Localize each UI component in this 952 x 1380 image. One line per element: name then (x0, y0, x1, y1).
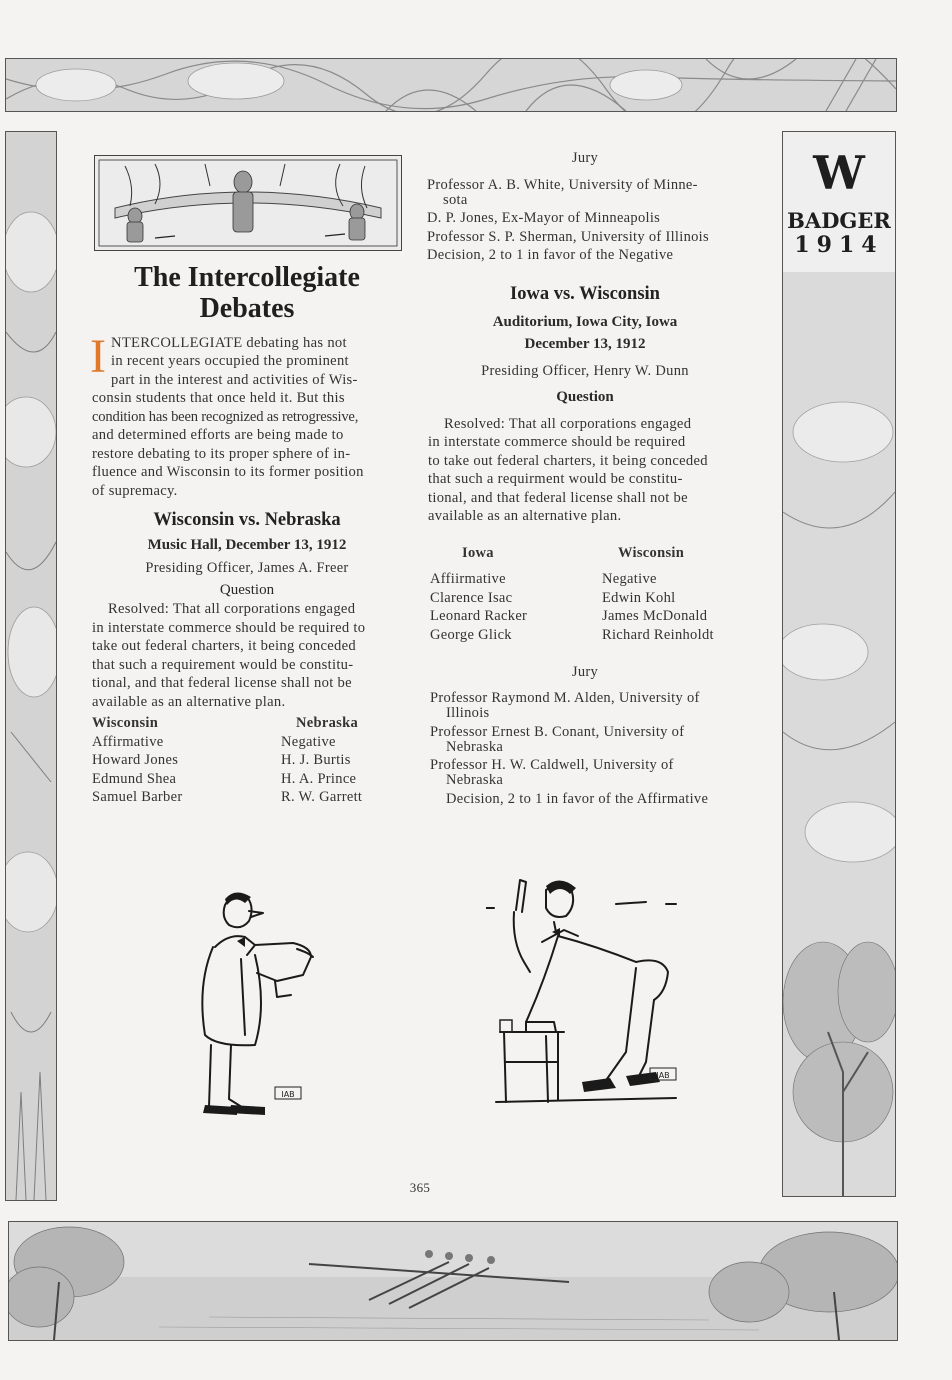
debate2-team-right-member: Richard Reinholdt (602, 627, 714, 643)
debate2-question-line: Resolved: That all corporations engaged (444, 416, 692, 432)
bottom-rowing-illustration (8, 1221, 898, 1341)
debate1-question-line: tional, and that federal license shall not be (92, 675, 352, 691)
debate1-question-line: available as an alternative plan. (92, 694, 286, 710)
debate2-question-line: in interstate commerce should be required (428, 434, 686, 450)
debate1-venue: Music Hall, December 13, 1912 (147, 537, 347, 553)
jury2-entry-cont: Nebraska (446, 739, 504, 755)
cartoon-signature-right: IAB (656, 1071, 670, 1080)
intro-line: part in the interest and activities of Wis- (111, 372, 358, 388)
intro-line: restore debating to its proper sphere of in- (92, 446, 351, 462)
debate1-team-right-name: Nebraska (296, 715, 359, 731)
debate2-team-left-side: Affiirmative (430, 571, 506, 587)
debate1-question-label: Question (219, 582, 275, 598)
debate1-team-left-member: Howard Jones (92, 752, 179, 768)
debate1-heading: Wisconsin vs. Nebraska (153, 510, 341, 530)
left-decorative-band (5, 131, 57, 1201)
debate1-team-right-member: H. A. Prince (281, 771, 357, 787)
debate1-question-line: in interstate commerce should be required to (92, 620, 366, 636)
jury2-label: Jury (571, 664, 599, 680)
jury2-entry: Professor H. W. Caldwell, University of (430, 757, 674, 773)
header-illustration (94, 155, 402, 251)
right-decorative-band (782, 131, 896, 1197)
jury1-entry: D. P. Jones, Ex-Mayor of Minneapolis (427, 210, 661, 226)
debate2-team-left-member: Leonard Racker (430, 608, 528, 624)
debate2-question-line: available as an alternative plan. (428, 508, 622, 524)
debate1-team-right-member: H. J. Burtis (281, 752, 351, 768)
jury2-entry-cont: Illinois (446, 705, 490, 721)
jury1-entry: Professor S. P. Sherman, University of Illinois (427, 229, 709, 245)
drop-cap: I (90, 330, 106, 383)
debate1-question-line: Resolved: That all corporations engaged (108, 601, 356, 617)
intro-line: and determined efforts are being made to (92, 427, 344, 443)
jury2-entry: Professor Ernest B. Conant, University of (430, 724, 685, 740)
jury1-entry-cont: sota (443, 192, 468, 208)
intro-line: NTERCOLLEGIATE debating has not (111, 335, 347, 351)
debate2-venue: Auditorium, Iowa City, Iowa (492, 314, 678, 330)
debate2-team-right-side: Negative (602, 571, 657, 587)
debate2-question-line: to take out federal charters, it being conceded (428, 453, 708, 469)
debate2-team-left-member: Clarence Isac (430, 590, 513, 606)
debate2-date: December 13, 1912 (524, 336, 646, 352)
intro-line: of supremacy. (92, 483, 178, 499)
debate1-team-left-member: Samuel Barber (92, 789, 183, 805)
intro-line: in recent years occupied the prominent (111, 353, 349, 369)
debate2-team-right-member: James McDonald (602, 608, 708, 624)
top-decorative-band (5, 58, 897, 112)
debate1-question-line: take out federal charters, it being conceded (92, 638, 357, 654)
cartoon-lecturer (486, 872, 686, 1122)
debate2-team-left-member: George Glick (430, 627, 512, 643)
debate2-question-label: Question (556, 389, 614, 405)
jury1-decision: Decision, 2 to 1 in favor of the Negative (427, 247, 674, 263)
badge-letter: W (813, 146, 865, 200)
badge-year: 1914 (794, 232, 884, 258)
badge-name: BADGER (787, 208, 891, 233)
intro-line: fluence and Wisconsin to its former position (92, 464, 364, 480)
debate2-presiding: Presiding Officer, Henry W. Dunn (481, 363, 689, 379)
debate2-team-right-member: Edwin Kohl (602, 590, 676, 606)
page-number: 365 (409, 1180, 431, 1195)
debate2-heading: Iowa vs. Wisconsin (510, 284, 660, 304)
debate1-team-right-side: Negative (281, 734, 336, 750)
debate1-team-right-member: R. W. Garrett (281, 789, 363, 805)
article-title-line1: The Intercollegiate (134, 262, 360, 293)
article-title-line2: Debates (199, 293, 295, 324)
debate2-question-line: tional, and that federal license shall not be (428, 490, 688, 506)
intro-line: consin students that once held it. But this (92, 390, 345, 406)
debate2-team-left-name: Iowa (462, 545, 494, 561)
intro-line: condition has been recognized as retrogressive, (92, 409, 359, 425)
debate2-question-line: that such a requirment would be constitu- (428, 471, 683, 487)
jury1-entry: Professor A. B. White, University of Minne- (427, 177, 698, 193)
debate1-team-left-member: Edmund Shea (92, 771, 177, 787)
debate1-team-left-side: Affirmative (92, 734, 164, 750)
debate1-presiding: Presiding Officer, James A. Freer (145, 560, 349, 576)
debate1-question-line: that such a requirement would be constitu- (92, 657, 354, 673)
jury2-entry: Professor Raymond M. Alden, University of (430, 690, 700, 706)
jury2-decision: Decision, 2 to 1 in favor of the Affirmative (446, 791, 709, 807)
jury1-label: Jury (571, 150, 599, 166)
cartoon-signature-left: IAB (281, 1090, 295, 1099)
debate1-team-left-name: Wisconsin (92, 715, 159, 731)
debate2-team-right-name: Wisconsin (618, 545, 685, 561)
jury2-entry-cont: Nebraska (446, 772, 504, 788)
cartoon-waiter (185, 885, 325, 1125)
